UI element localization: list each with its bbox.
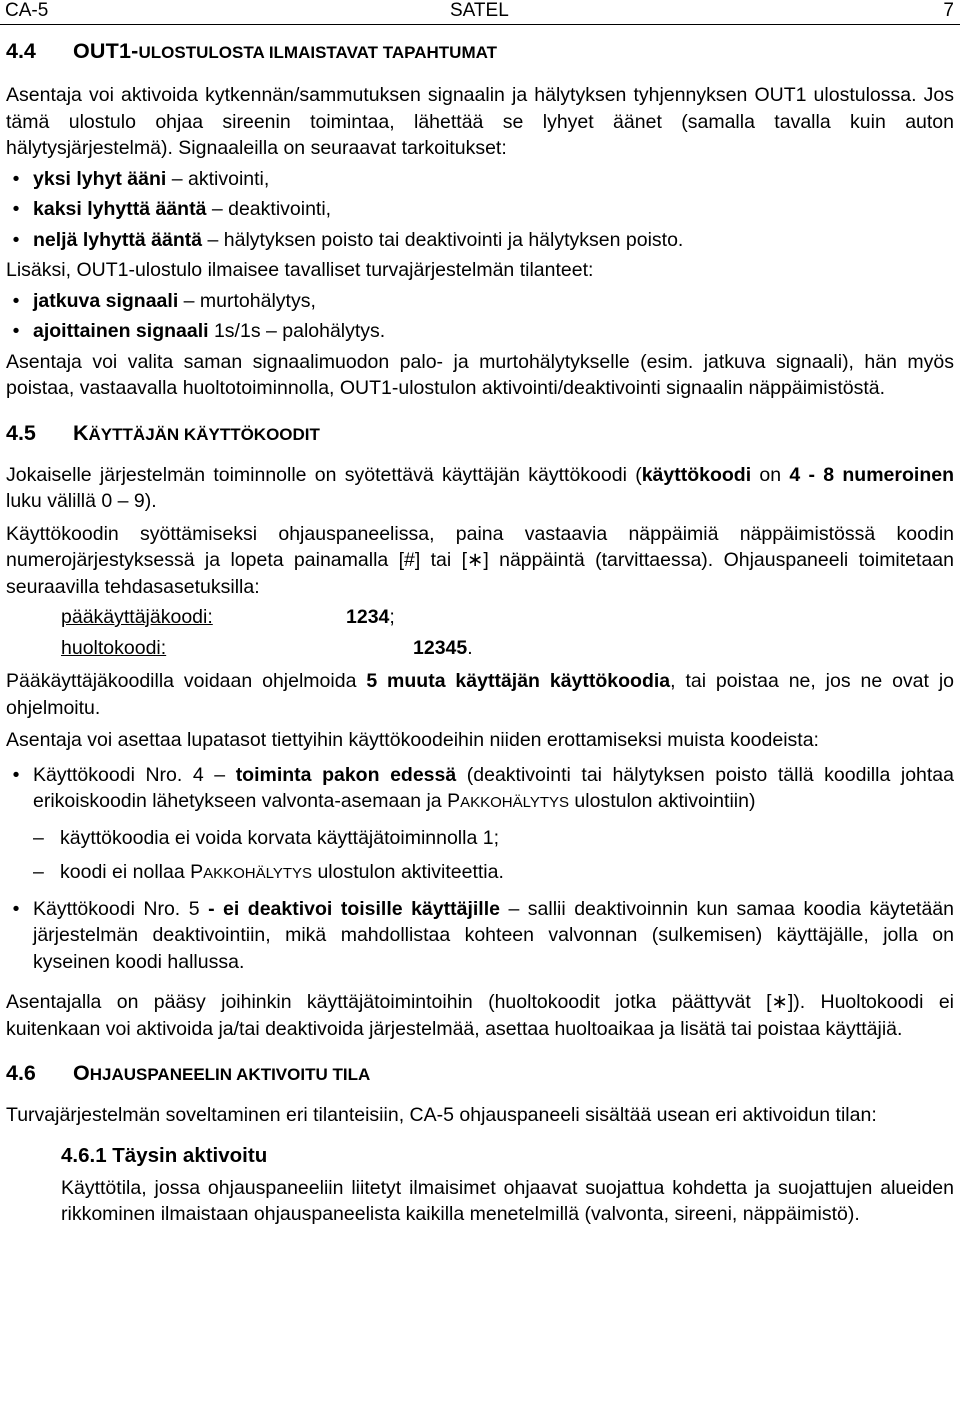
page-body [6,38,954,1228]
section-4-4-heading [6,38,954,66]
dash-icon: – [33,861,44,883]
paragraph: Käyttökoodin syöttämiseksi ohjauspaneelissa, paina vastaavia näppäimiä näppäimistössä koodin numerojärjestyksessä ja lopeta painamalla [#] tai [∗] näppäintä (tarvittaessa). Ohjauspaneeli toimitetaan seuraavilla tehdasasetuksilla: [6,522,954,598]
page-header [0,0,960,25]
section-4-5-heading: 4.5 KÄYTTÄJÄN KÄYTTÖKOODIT [6,420,954,448]
dash-item: – käyttökoodia ei voida korvata käyttäjätoiminnolla 1; [6,825,954,852]
paragraph: Asentaja voi aktivoida kytkennän/sammutuksen signaalin ja hälytyksen tyhjennyksen OUT1 ulostulossa. Jos tämä ulostulo ohjaa sireenin toimintaa, lähettää se lyhyet äänet (samalla tavalla kuin auton hälytysjärjestelmä). Signaaleilla on seuraavat tarkoitukset: [6,84,954,159]
header-left: CA-5 [5,0,49,21]
paragraph: Pääkäyttäjäkoodilla voidaan ohjelmoida 5 muuta käyttäjän käyttökoodia, tai poistaa ne, jos ne ovat jo ohjelmoitu. [6,670,954,719]
section-number: 4.6 [6,1061,36,1085]
subsection-heading: 4.6.1 Täysin aktivoitu [61,1143,268,1167]
dash-icon: – [33,826,44,849]
paragraph: Asentaja voi valita saman signaalimuodon palo- ja murtohälytykselle (esim. jatkuva signaali), hän myös poistaa, vastaavalla huoltotoiminnolla, OUT1-ulostulon aktivointi/deaktivointi signaalin näppäimistöstä. [6,350,954,399]
bullet-icon: • [12,897,20,920]
bullet-item: • kaksi lyhyttä ääntä – deaktivointi, [6,196,954,223]
bullet-icon: • [12,320,20,342]
bullet-icon: • [12,289,20,312]
bullet-icon: • [12,167,20,190]
bullet-item: • neljä lyhyttä ääntä – hälytyksen poisto tai deaktivointi ja hälytyksen poisto. [6,227,954,254]
bullet-icon: • [12,763,20,786]
paragraph: Asentajalla on pääsy joihinkin käyttäjätoimintoihin (huoltokoodit jotka päättyvät [∗]). Huoltokoodi ei kuitenkaan voi aktivoida ja/tai deaktivoida järjestelmää, asettaa huoltoaikaa ja lisätä tai poistaa käyttäjiä. [6,991,954,1040]
bullet-item: • jatkuva signaali – murtohälytys, [6,288,954,315]
bullet-item: • Käyttökoodi Nro. 5 - ei deaktivoi toisille käyttäjille – sallii deaktivoinnin kun samaa koodia käytetään järjestelmän deaktivointiin, mikä mahdollistaa kohteen valvonnan (sulkemisen) käyttäjälle, jolla on kyseinen koodi hallussa. [6,896,954,976]
header-center: SATEL [450,0,509,21]
section-title-part: OUT1- [73,39,139,63]
header-page-number: 7 [943,0,954,21]
bullet-item: • ajoittainen signaali 1s/1s – palohälytys. [6,318,954,345]
paragraph: Lisäksi, OUT1-ulostulo ilmaisee tavalliset turvajärjestelmän tilanteet: [6,259,594,281]
default-code-row: huoltokoodi: 12345. [61,637,473,659]
section-number: 4.5 [6,420,36,445]
default-code-row: pääkäyttäjäkoodi: 1234; [61,606,395,628]
bullet-icon: • [12,198,20,220]
paragraph: Turvajärjestelmän soveltaminen eri tilanteisiin, CA-5 ohjauspaneeli sisältää usean eri aktivoidun tilan: [6,1104,877,1126]
section-number: 4.4 [6,39,36,63]
bullet-icon: • [12,228,20,251]
paragraph: Jokaiselle järjestelmän toiminnolle on syötettävä käyttäjän käyttökoodi (käyttökoodi on 4 - 8 numeroinen luku välillä 0 – 9). [6,463,954,512]
bullet-item: • yksi lyhyt ääni – aktivointi, [6,166,954,193]
section-title-part: ULOSTULOSTA ILMAISTAVAT TAPAHTUMAT [138,43,498,62]
bullet-item: • Käyttökoodi Nro. 4 – toiminta pakon edessä (deaktivointi tai hälytyksen poisto tällä koodilla johtaa erikoiskoodin lähetykseen valvonta-asemaan ja PAKKOHÄLYTYS ulostulon aktivointiin) [6,762,954,817]
paragraph: Käyttötila, jossa ohjauspaneeliin liitetyt ilmaisimet ohjaavat suojattua kohdetta ja suojattujen alueiden rikkominen ilmaistaan ohjauspaneelista kaikilla menetelmillä (valvonta, sireeni, näppäimistö). [61,1176,954,1225]
section-4-6-heading: 4.6 OHJAUSPANEELIN AKTIVOITU TILA [6,1060,954,1088]
paragraph: Asentaja voi asettaa lupatasot tiettyihin käyttökoodeihin niiden erottamiseksi muista koodeista: [6,729,819,751]
dash-item: – koodi ei nollaa PAKKOHÄLYTYS ulostulon aktiviteettia. [6,859,954,888]
